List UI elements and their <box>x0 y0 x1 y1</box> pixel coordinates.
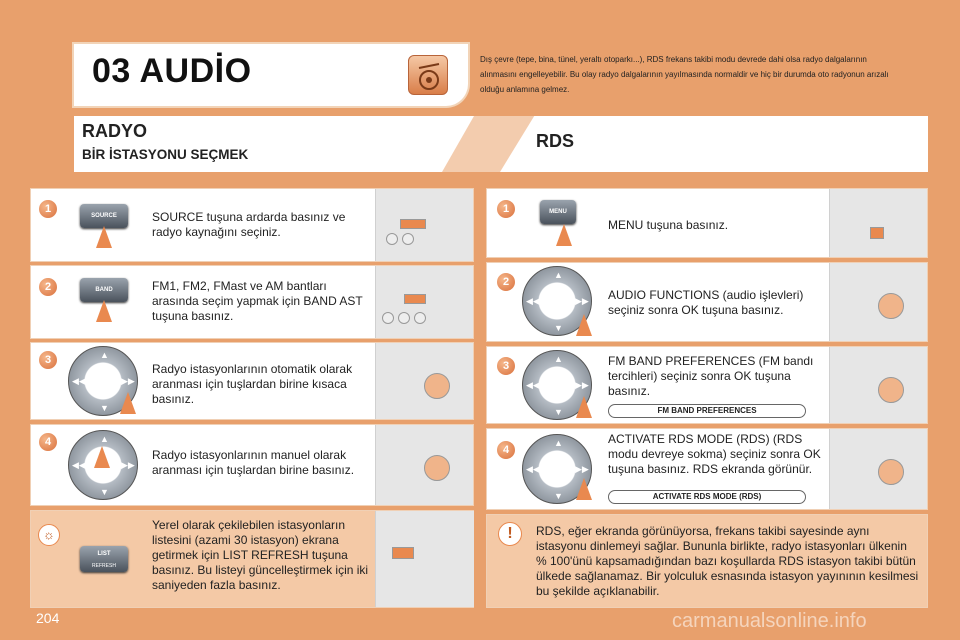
radio-panel <box>375 189 473 261</box>
refresh-button-label: REFRESH <box>92 563 116 569</box>
step-number: 4 <box>496 440 516 460</box>
step-number: 2 <box>38 277 58 297</box>
step-number: 3 <box>496 356 516 376</box>
step-number: 4 <box>38 432 58 452</box>
watermark: carmanualsonline.info <box>672 610 867 632</box>
press-arrow-icon <box>556 224 572 246</box>
radio-panel <box>375 266 473 338</box>
step-text: Radyo istasyonlarının otomatik olarak aranması için tuşlardan birine kısaca basınız. <box>152 362 353 406</box>
press-arrow-icon <box>96 226 112 248</box>
step-text: FM1, FM2, FMast ve AM bantları arasında seçim yapmak için BAND AST tuşuna basınız. <box>152 279 363 323</box>
radio-panel <box>375 343 473 419</box>
tip-text: Yerel olarak çekilebilen istasyonların listesini (azami 30 istasyon) ekrana getirmek için LIST REFRESH tuşuna basınız. Bu listeyi güncelleştirmek için iki saniyeden fazla basınız. <box>152 518 369 592</box>
press-arrow-icon <box>96 300 112 322</box>
list-refresh-button[interactable] <box>80 546 128 572</box>
dpad-icon[interactable]: ▲ ▼ ◀◀ ▶▶ <box>522 266 592 336</box>
radio-panel <box>829 263 927 341</box>
step-number: 1 <box>496 199 516 219</box>
radio-panel <box>829 189 927 257</box>
step-text: AUDIO FUNCTIONS (audio işlevleri) seçiniz sonra OK tuşuna basınız. <box>608 288 804 317</box>
press-arrow-icon <box>576 314 592 336</box>
radyo-title: RADYO <box>82 121 148 141</box>
press-arrow-icon <box>576 478 592 500</box>
dpad-icon[interactable]: ▲ ▼ ◀◀ ▶▶ <box>522 434 592 504</box>
dpad-icon[interactable]: ▲ ▼ ◀◀ ▶▶ <box>522 350 592 420</box>
rds-title: RDS <box>536 131 575 151</box>
audio-icon <box>408 55 448 95</box>
sun-icon: ☼ <box>38 524 60 546</box>
radyo-subtitle: BİR İSTASYONU SEÇMEK <box>82 147 249 162</box>
list-button-label: LIST <box>97 551 111 557</box>
source-button[interactable]: SOURCE <box>80 204 128 228</box>
step-text: Radyo istasyonlarının manuel olarak aranması için tuşlardan birine basınız. <box>152 448 355 477</box>
step-number: 3 <box>38 350 58 370</box>
header-note: Dış çevre (tepe, bina, tünel, yeraltı otoparkı...), RDS frekans takibi modu devrede dahi olsa radyo dalgalarının alınmasını engelleyebilir. Bu olay radyo dalgalarının yayılmasında normaldir ve hiç bir durumda oto radyonun arızalı olduğu anlamına gelmez. <box>480 55 889 94</box>
radio-panel <box>375 425 473 505</box>
tip-text: RDS, eğer ekranda görünüyorsa, frekans takibi sayesinde aynı istasyonu dinlemeyi sağlar. Bununla birlikte, radyo istasyonları ülkenin % 100'ünü kapsamadığından bazı koşullarda RDS istasyon takibi bütün ülkede sağlanamaz. Bir yolculuk esnasında istasyon yayınının kesilmesi bu şekilde açıklanabilir. <box>536 524 919 598</box>
page-title: 03 AUDİO <box>92 52 252 90</box>
page-number: 204 <box>36 610 60 626</box>
radio-panel <box>829 347 927 423</box>
dpad-icon[interactable]: ▲ ▼ ◀◀ ▶▶ <box>68 430 138 500</box>
radio-panel <box>375 511 474 607</box>
step-number: 2 <box>496 272 516 292</box>
menu-button[interactable]: MENU <box>540 200 576 224</box>
step-number: 1 <box>38 199 58 219</box>
radio-panel <box>829 429 927 509</box>
activate-rds-mode-tag: ACTIVATE RDS MODE (RDS) <box>608 490 806 504</box>
band-button[interactable]: BAND <box>80 278 128 302</box>
warning-icon: ! <box>498 522 522 546</box>
step-text: MENU tuşuna basınız. <box>608 218 729 232</box>
step-text: SOURCE tuşuna ardarda basınız ve radyo kaynağını seçiniz. <box>152 210 346 239</box>
dpad-icon[interactable]: ▲ ▼ ◀◀ ▶▶ <box>68 346 138 416</box>
step-text: ACTIVATE RDS MODE (RDS) (RDS modu devreye sokma) seçiniz sonra OK tuşuna basınız. RDS ekranda görünür. <box>608 432 821 476</box>
press-arrow-icon <box>120 392 136 414</box>
fm-band-preferences-tag: FM BAND PREFERENCES <box>608 404 806 418</box>
step-text: FM BAND PREFERENCES (FM bandı tercihleri) seçiniz sonra OK tuşuna basınız. <box>608 354 814 398</box>
press-arrow-icon <box>576 396 592 418</box>
press-arrow-icon <box>94 446 110 468</box>
